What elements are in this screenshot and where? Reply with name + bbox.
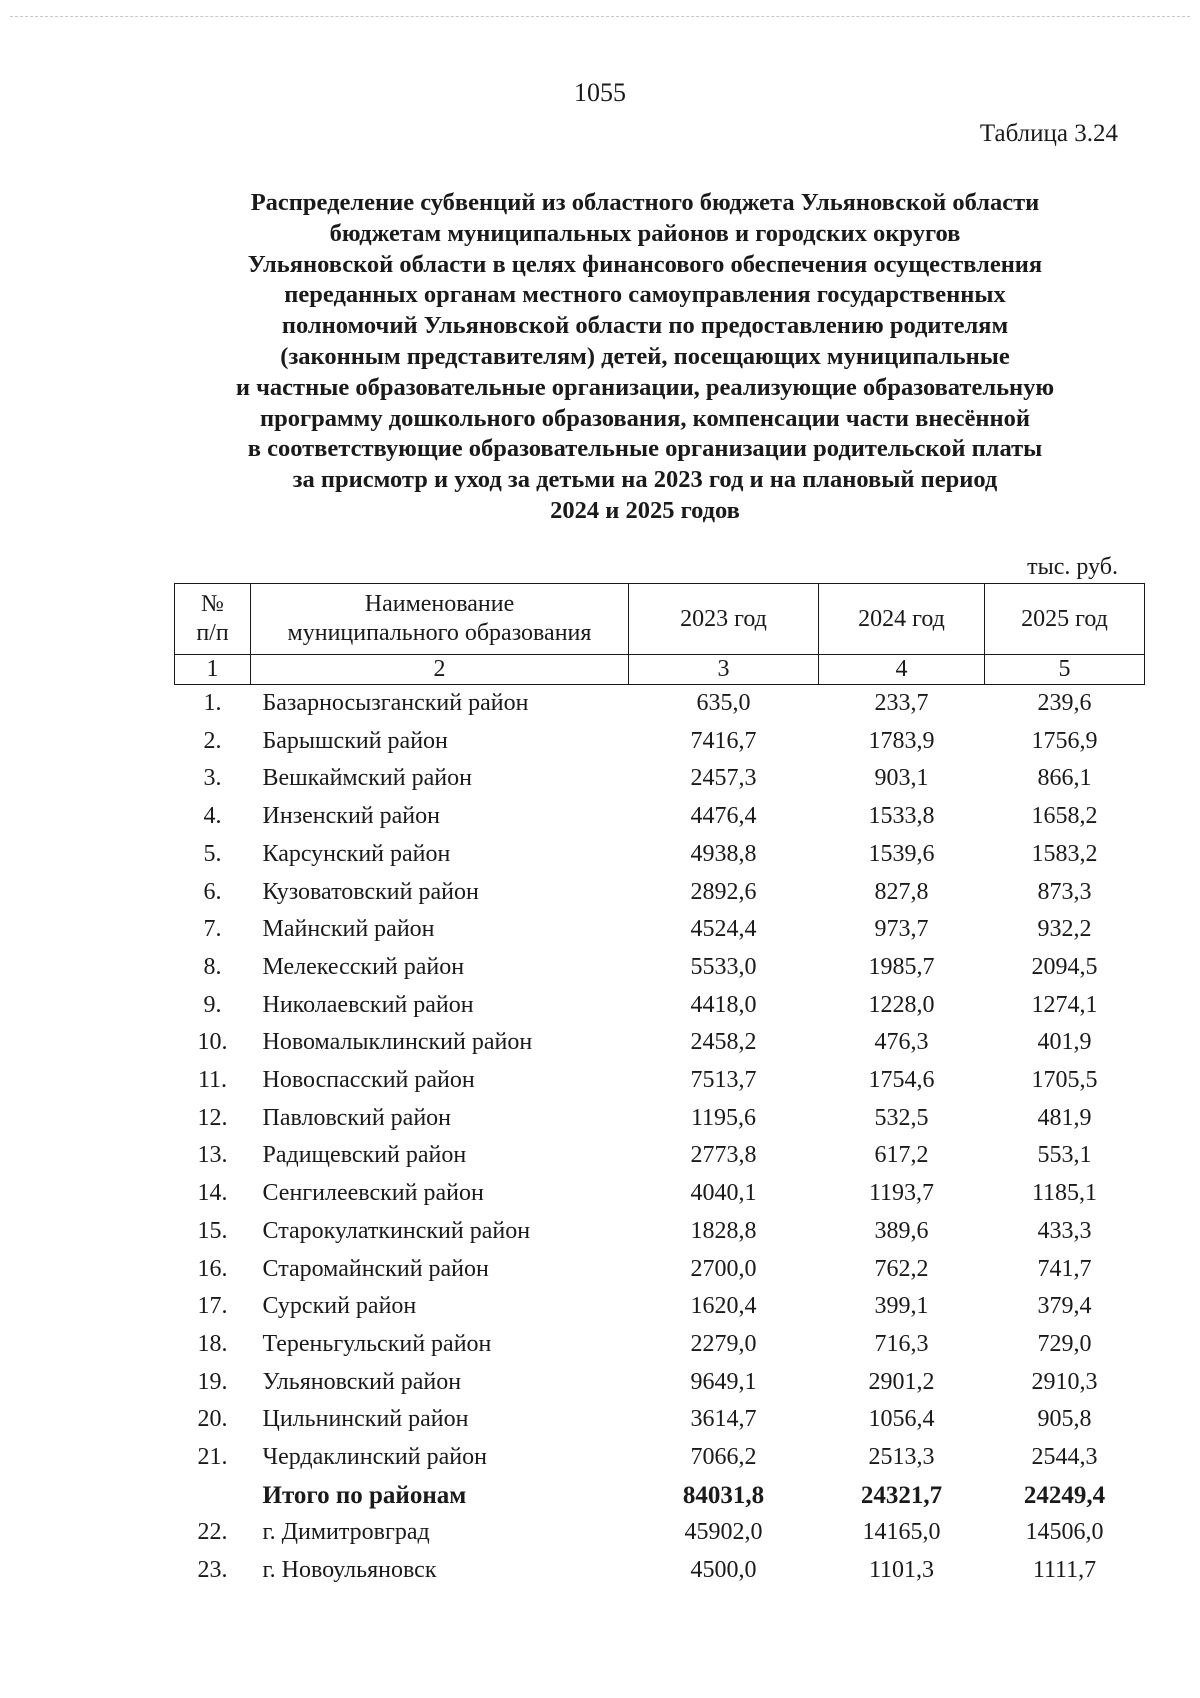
header-2025: 2025 год — [985, 584, 1145, 655]
row-name: Сурский район — [262, 1293, 417, 1320]
row-number: 1. — [203, 690, 222, 716]
table-row — [175, 1175, 1145, 1213]
row-number: 2. — [203, 727, 222, 754]
header-name-line: Наименование — [364, 591, 515, 617]
row-value-2025: 379,4 — [1037, 1293, 1092, 1320]
title-line: переданных органам местного самоуправления государственных — [284, 281, 1006, 309]
row-value-2024: 1539,6 — [868, 840, 935, 867]
row-value-2024: 827,8 — [874, 878, 929, 905]
table-row — [175, 1514, 1145, 1552]
column-number: 3 — [629, 655, 819, 685]
column-number: 4 — [819, 655, 985, 685]
row-name: Сенгилеевский район — [262, 1180, 484, 1207]
row-value-2024: 476,3 — [874, 1029, 929, 1056]
row-number: 8. — [203, 953, 222, 980]
row-name: Цильнинский район — [262, 1406, 469, 1433]
table-title — [150, 188, 1140, 527]
table-row — [175, 1326, 1145, 1364]
header-num — [175, 584, 251, 655]
row-value-2024: 973,7 — [874, 916, 929, 943]
row-value-2023: 3614,7 — [690, 1406, 757, 1433]
table-row — [175, 911, 1145, 949]
row-value-2025: 729,0 — [1037, 1330, 1092, 1357]
row-value-2024: 399,1 — [874, 1293, 929, 1320]
row-value-2023: 4938,8 — [690, 840, 757, 867]
row-value-2023: 1195,6 — [690, 1104, 757, 1131]
row-value-2025: 433,3 — [1037, 1217, 1092, 1244]
row-name: Павловский район — [262, 1104, 452, 1131]
row-name: Чердаклинский район — [262, 1444, 487, 1471]
header-name — [251, 584, 629, 655]
row-number: 23. — [197, 1557, 228, 1584]
column-number: 2 — [251, 655, 629, 685]
row-number: 18. — [197, 1330, 228, 1357]
row-value-2024: 14165,0 — [862, 1519, 941, 1546]
row-name: Барышский район — [262, 727, 448, 754]
row-number: 20. — [197, 1406, 228, 1433]
row-value-2025: 553,1 — [1037, 1142, 1092, 1169]
row-value-2024: 1985,7 — [868, 953, 935, 980]
row-value-2025: 1756,9 — [1031, 727, 1098, 754]
row-name: Новомалыклинский район — [262, 1029, 533, 1056]
row-value-2023: 1620,4 — [690, 1293, 757, 1320]
row-value-2023: 4040,1 — [690, 1180, 757, 1207]
column-number: 1 — [175, 655, 251, 685]
table-row — [175, 1364, 1145, 1402]
row-value-2025: 1658,2 — [1031, 803, 1098, 830]
row-name: Карсунский район — [262, 840, 451, 867]
row-value-2025: 2094,5 — [1031, 953, 1098, 980]
row-value-2023: 2700,0 — [690, 1255, 757, 1282]
row-value-2024: 1193,7 — [868, 1180, 935, 1207]
row-number: 22. — [197, 1519, 228, 1546]
row-value-2023: 84031,8 — [682, 1481, 765, 1509]
table-row — [175, 836, 1145, 874]
row-value-2025: 866,1 — [1037, 765, 1092, 792]
title-line: бюджетам муниципальных районов и городских округов — [329, 219, 961, 247]
row-number: 10. — [197, 1029, 228, 1056]
row-value-2024: 617,2 — [874, 1142, 929, 1169]
header-num-line: п/п — [196, 620, 229, 646]
table-row — [175, 1213, 1145, 1251]
row-name: Новоспасский район — [262, 1067, 475, 1094]
row-number: 7. — [203, 916, 222, 943]
row-value-2025: 873,3 — [1037, 878, 1092, 905]
row-value-2025: 401,9 — [1037, 1029, 1092, 1056]
row-value-2024: 903,1 — [874, 765, 929, 792]
row-name: Вешкаймский район — [262, 765, 472, 792]
table-row — [175, 1251, 1145, 1289]
row-number: 9. — [203, 991, 222, 1018]
row-value-2024: 389,6 — [874, 1217, 929, 1244]
row-value-2025: 1705,5 — [1031, 1067, 1098, 1094]
row-number: 17. — [197, 1293, 228, 1320]
row-number: 13. — [197, 1142, 228, 1169]
row-value-2025: 1583,2 — [1031, 840, 1098, 867]
row-name: Инзенский район — [262, 803, 440, 830]
title-line: в соответствующие образовательные организации родительской платы — [247, 435, 1043, 463]
row-value-2024: 1754,6 — [868, 1067, 935, 1094]
title-line: и частные образовательные организации, реализующие образовательную — [235, 373, 1055, 401]
row-value-2024: 1228,0 — [868, 991, 935, 1018]
row-name: Мелекесский район — [262, 953, 465, 980]
row-value-2023: 635,0 — [696, 690, 751, 716]
header-2024: 2024 год — [819, 584, 985, 655]
table-row — [175, 987, 1145, 1025]
row-value-2024: 1056,4 — [868, 1406, 935, 1433]
row-number: 5. — [203, 840, 222, 867]
row-number: 3. — [203, 765, 222, 792]
row-value-2024: 532,5 — [874, 1104, 929, 1131]
row-value-2023: 1828,8 — [690, 1217, 757, 1244]
row-value-2025: 239,6 — [1037, 690, 1092, 716]
table-total-row — [175, 1477, 1145, 1515]
table-row — [175, 1062, 1145, 1100]
page-number: 1055 — [574, 78, 626, 107]
row-value-2024: 1783,9 — [868, 727, 935, 754]
row-value-2024: 24321,7 — [860, 1481, 943, 1509]
table-row — [175, 949, 1145, 987]
title-line: (законным представителям) детей, посещающих муниципальные — [280, 342, 1010, 370]
row-number: 21. — [197, 1444, 228, 1471]
row-value-2023: 4418,0 — [690, 991, 757, 1018]
title-line: полномочий Ульяновской области по предоставлению родителям — [281, 312, 1009, 340]
row-value-2023: 7513,7 — [690, 1067, 757, 1094]
scan-artifact-line — [10, 16, 1190, 17]
row-value-2023: 2892,6 — [690, 878, 757, 905]
table-header-row — [175, 584, 1145, 655]
row-value-2023: 2279,0 — [690, 1330, 757, 1357]
row-value-2025: 14506,0 — [1025, 1519, 1104, 1546]
row-number: 6. — [203, 878, 222, 905]
title-line: Ульяновской области в целях финансового обеспечения осуществления — [247, 250, 1043, 278]
title-line: Распределение субвенций из областного бюджета Ульяновской области — [250, 189, 1040, 216]
row-name: Тереньгульский район — [262, 1330, 492, 1357]
row-value-2025: 2910,3 — [1031, 1368, 1098, 1395]
row-name: Радищевский район — [262, 1142, 467, 1169]
table-row — [175, 1401, 1145, 1439]
table-row — [175, 1100, 1145, 1138]
table-row — [175, 1439, 1145, 1477]
row-value-2024: 2513,3 — [868, 1444, 935, 1471]
title-line: за присмотр и уход за детьми на 2023 год и на плановый период — [292, 466, 998, 494]
row-value-2025: 1274,1 — [1031, 991, 1098, 1018]
row-name: Ульяновский район — [262, 1368, 462, 1395]
header-num-line: № — [201, 591, 224, 617]
row-value-2023: 4524,4 — [690, 916, 757, 943]
row-value-2023: 7416,7 — [690, 727, 757, 754]
table-row — [175, 760, 1145, 798]
row-value-2023: 5533,0 — [690, 953, 757, 980]
row-value-2024: 233,7 — [874, 690, 929, 716]
row-number: 19. — [197, 1368, 228, 1395]
row-value-2025: 2544,3 — [1031, 1444, 1098, 1471]
row-value-2023: 4476,4 — [690, 803, 757, 830]
row-value-2023: 2458,2 — [690, 1029, 757, 1056]
table-row — [175, 1288, 1145, 1326]
row-name: Кузоватовский район — [262, 878, 479, 905]
row-value-2025: 1185,1 — [1031, 1180, 1098, 1207]
row-value-2023: 7066,2 — [690, 1444, 757, 1471]
row-value-2025: 932,2 — [1037, 916, 1092, 943]
row-value-2024: 762,2 — [874, 1255, 929, 1282]
column-number-row — [175, 655, 1145, 685]
row-value-2023: 45902,0 — [684, 1519, 763, 1546]
row-name: Старомайнский район — [262, 1255, 489, 1282]
row-value-2025: 24249,4 — [1023, 1481, 1106, 1509]
row-value-2025: 1111,7 — [1032, 1557, 1097, 1584]
row-value-2023: 2457,3 — [690, 765, 757, 792]
row-name: г. Димитровград — [262, 1519, 430, 1546]
title-line: 2024 и 2025 годов — [550, 496, 740, 524]
row-number: 15. — [197, 1217, 228, 1244]
row-number: 11. — [197, 1067, 228, 1094]
header-name-line: муниципального образования — [287, 620, 592, 646]
row-value-2023: 2773,8 — [690, 1142, 757, 1169]
row-value-2025: 905,8 — [1037, 1406, 1092, 1433]
row-name: Майнский район — [262, 916, 435, 943]
row-name: Базарносызганский район — [262, 690, 529, 716]
row-number: 4. — [203, 803, 222, 830]
table-row — [175, 723, 1145, 761]
row-value-2023: 4500,0 — [690, 1557, 757, 1584]
row-value-2024: 2901,2 — [868, 1368, 935, 1395]
subvention-table — [174, 583, 1145, 1590]
row-number: 14. — [197, 1180, 228, 1207]
row-number: 16. — [197, 1255, 228, 1282]
row-name: Николаевский район — [262, 991, 474, 1018]
row-name: г. Новоульяновск — [262, 1557, 437, 1584]
column-number: 5 — [985, 655, 1145, 685]
row-name: Старокулаткинский район — [262, 1217, 531, 1244]
table-row — [175, 685, 1145, 723]
row-number: 12. — [197, 1104, 228, 1131]
row-name: Итого по районам — [262, 1481, 467, 1509]
row-value-2025: 741,7 — [1037, 1255, 1092, 1282]
title-line: программу дошкольного образования, компенсации части внесённой — [259, 404, 1031, 432]
row-value-2024: 1533,8 — [868, 803, 935, 830]
table-label: Таблица 3.24 — [979, 120, 1118, 147]
row-value-2023: 9649,1 — [690, 1368, 757, 1395]
table-row — [175, 1137, 1145, 1175]
row-value-2024: 1101,3 — [868, 1557, 935, 1584]
row-value-2024: 716,3 — [874, 1330, 929, 1357]
table-row — [175, 798, 1145, 836]
row-value-2025: 481,9 — [1037, 1104, 1092, 1131]
row-number — [175, 1477, 251, 1515]
table-row — [175, 1024, 1145, 1062]
table-row — [175, 1552, 1145, 1590]
header-2023: 2023 год — [629, 584, 819, 655]
units-label: тыс. руб. — [1027, 554, 1118, 580]
table-row — [175, 874, 1145, 912]
